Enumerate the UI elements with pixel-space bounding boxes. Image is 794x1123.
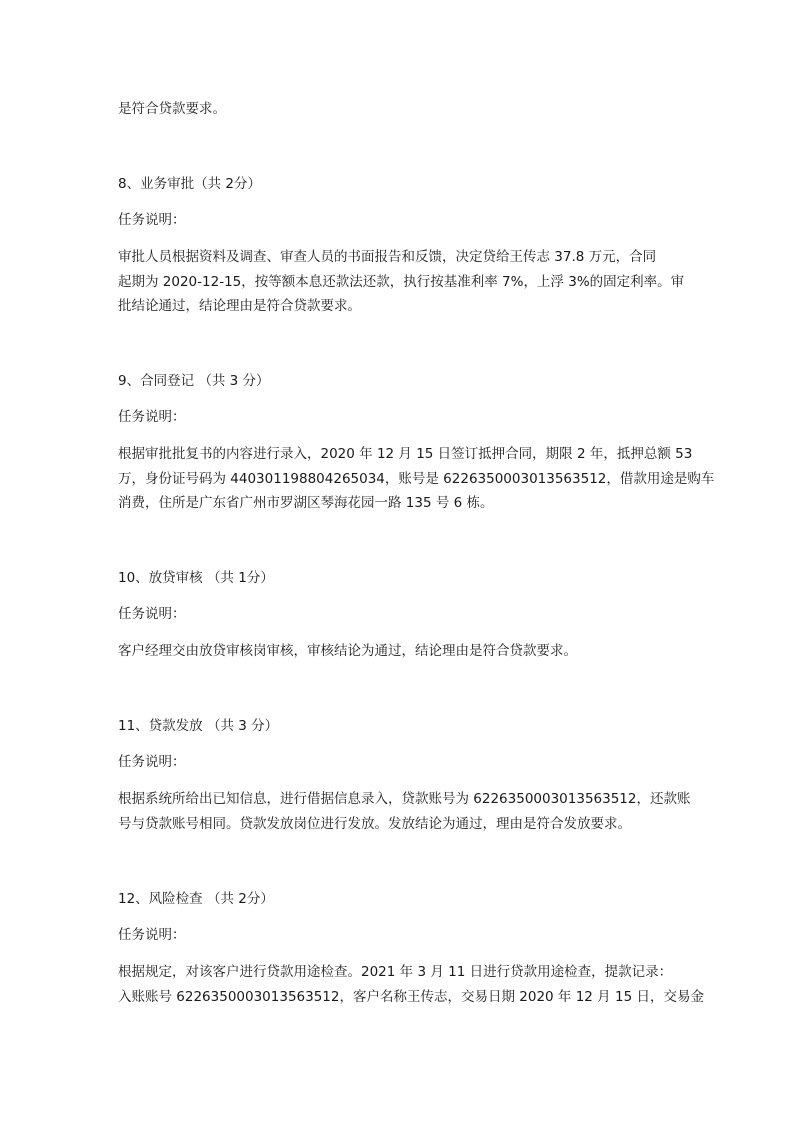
task-description-text <box>118 442 715 516</box>
task-description-label: 任务说明： <box>118 927 186 943</box>
task-description-label: 任务说明： <box>118 754 186 770</box>
task-description-text <box>118 787 691 836</box>
section-heading: 8、业务审批（共 2分） <box>118 176 261 192</box>
task-description-text <box>118 245 685 319</box>
text-line: 审批人员根据资料及调查、审查人员的书面报告和反馈，决定贷给王传志 37.8 万元，合同 <box>118 249 657 265</box>
text-line: 入账账号 6226350003013563512，客户名称王传志，交易日期 2020 年 12 月 15 日，交易金 <box>118 988 704 1005</box>
text-line: 客户经理交由放贷审核岗审核，审核结论为通过，结论理由是符合贷款要求。 <box>118 643 577 659</box>
task-description-label: 任务说明： <box>118 606 186 622</box>
task-description-text <box>118 960 704 1009</box>
text-line: 根据系统所给出已知信息，进行借据信息录入，贷款账号为 6226350003013563512，还款账 <box>118 791 691 807</box>
text-line: 起期为 2020-12-15，按等额本息还款法还款，执行按基准利率 7%，上浮 3%的固定利率。审 <box>118 273 685 290</box>
section-heading: 10、放贷审核 （共 1分） <box>118 570 274 586</box>
task-description-label: 任务说明： <box>118 212 186 228</box>
section-heading: 9、合同登记 （共 3 分） <box>118 373 270 389</box>
text-line: 号与贷款账号相同。贷款发放岗位进行发放。发放结论为通过，理由是符合发放要求。 <box>118 815 631 832</box>
section-heading: 12、风险检查 （共 2分） <box>118 891 274 907</box>
text-line: 根据审批批复书的内容进行录入，2020 年 12 月 15 日签订抵押合同，期限 2 年，抵押总额 53 <box>118 446 693 462</box>
task-description-label: 任务说明： <box>118 409 186 425</box>
section-heading: 11、贷款发放 （共 3 分） <box>118 718 279 734</box>
text-line: 万，身份证号码为 440301198804265034，账号是 6226350003013563512，借款用途是购车 <box>118 470 715 487</box>
continued-text: 是符合贷款要求。 <box>118 101 226 117</box>
text-line: 消费，住所是广东省广州市罗湖区琴海花园一路 135 号 6 栋。 <box>118 495 494 511</box>
task-description-text <box>118 639 678 664</box>
text-line: 根据规定，对该客户进行贷款用途检查。2021 年 3 月 11 日进行贷款用途检查，提款记录： <box>118 964 673 980</box>
text-line: 批结论通过，结论理由是符合贷款要求。 <box>118 298 361 314</box>
